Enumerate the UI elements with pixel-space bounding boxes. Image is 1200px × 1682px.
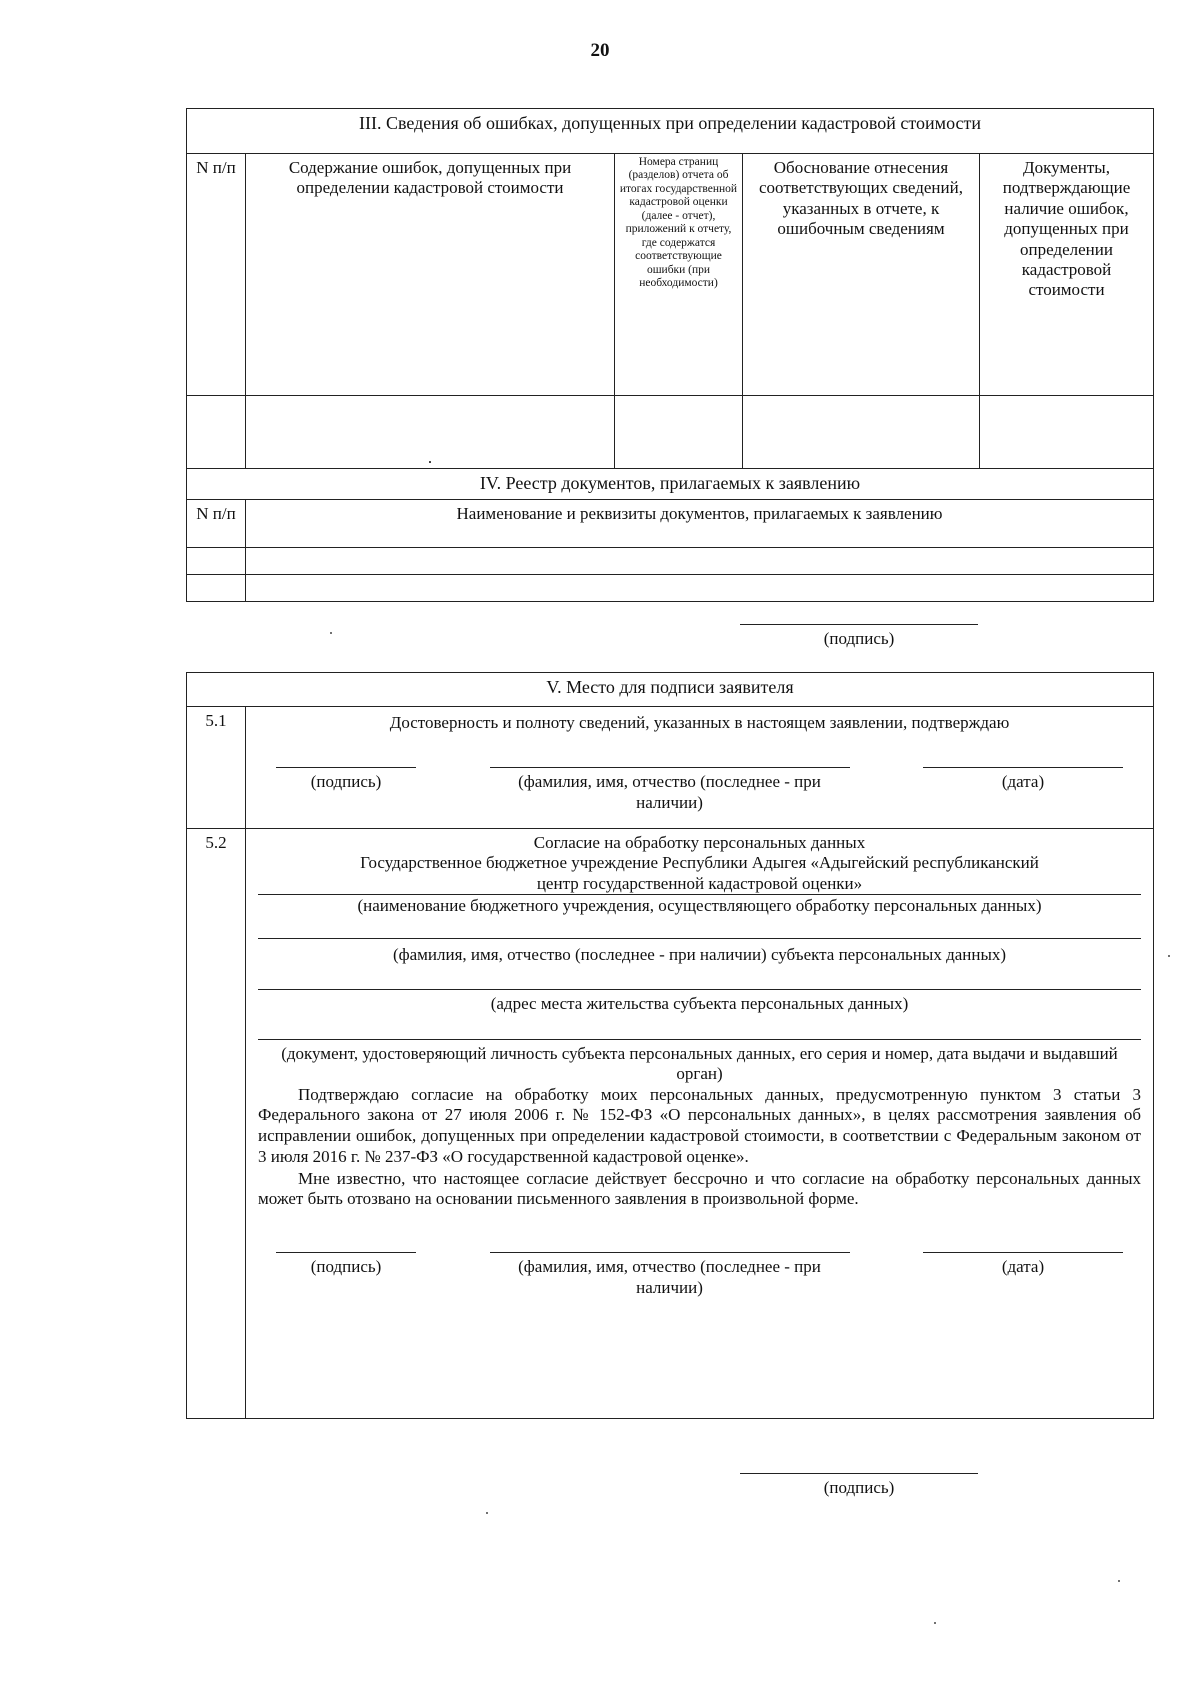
doc-col-header-name: Наименование и реквизиты документов, прилагаемых к заявлению	[246, 500, 1154, 548]
row-5-2-content	[246, 829, 1154, 1419]
fio-field[interactable]	[490, 1252, 850, 1298]
date-caption: (дата)	[1001, 772, 1045, 792]
row-number-5-2: 5.2	[187, 829, 246, 1419]
identity-document-caption: (документ, удостоверяющий личность субъекта персональных данных, его серия и номер, дата выдачи и выдавший орган)	[281, 1043, 1118, 1083]
applicant-signature-table	[186, 672, 1154, 1419]
signature-field[interactable]	[276, 1252, 416, 1277]
signature-caption: (подпись)	[310, 1257, 382, 1277]
errors-and-documents-table	[186, 108, 1154, 602]
signature-caption: (подпись)	[823, 1478, 895, 1497]
fio-field[interactable]	[490, 767, 850, 813]
section-3-title: III. Сведения об ошибках, допущенных при определении кадастровой стоимости	[187, 109, 1154, 154]
identity-document-field[interactable]	[258, 1015, 1141, 1040]
section-4-title: IV. Реестр документов, прилагаемых к заявлению	[187, 469, 1154, 500]
signature-block-bottom	[740, 1473, 978, 1498]
subject-caption: (фамилия, имя, отчество (последнее - при наличии) субъекта персональных данных)	[392, 944, 1007, 964]
stray-mark: .	[427, 447, 433, 467]
signature-caption: (подпись)	[310, 772, 382, 792]
consent-title: Согласие на обработку персональных данных	[533, 833, 866, 852]
scan-speck	[330, 632, 332, 634]
scan-speck	[934, 1622, 936, 1624]
signature-caption: (подпись)	[823, 629, 895, 648]
section-5-title: V. Место для подписи заявителя	[187, 673, 1154, 707]
signature-line[interactable]	[740, 624, 978, 625]
consent-paragraph: Подтверждаю согласие на обработку моих персональных данных, предусмотренную пунктом 3 статьи 3 Федерального закона от 27 июля 2006 г. № 152-ФЗ «О персональных данных», в целях рассмотрения заявления об исправлении ошибок, допущенных при определении кадастровой стоимости, в соответствии с Федеральным законом от 3 июля 2016 г. № 237-ФЗ «О государственной кадастровой оценке».	[258, 1084, 1141, 1166]
scan-speck	[1168, 955, 1170, 957]
row-number-5-1: 5.1	[187, 707, 246, 829]
accuracy-statement: Достоверность и полноту сведений, указанных в настоящем заявлении, подтверждаю	[389, 713, 1010, 732]
col-header-number: N п/п	[187, 154, 246, 396]
date-field[interactable]	[923, 1252, 1123, 1277]
signature-line[interactable]	[740, 1473, 978, 1474]
institution-caption: (наименование бюджетного учреждения, осуществляющего обработку персональных данных)	[357, 896, 1042, 916]
error-row-content-cell[interactable]	[246, 396, 615, 469]
address-field[interactable]	[258, 965, 1141, 990]
address-caption: (адрес места жительства субъекта персональных данных)	[490, 994, 909, 1014]
signature-field[interactable]	[276, 767, 416, 792]
col-header-justification: Обоснование отнесения соответствующих сведений, указанных в отчете, к ошибочным сведениям	[743, 154, 980, 396]
revocation-paragraph: Мне известно, что настоящее согласие действует бессрочно и что согласие на обработку персональных данных может быть отозвано на основании письменного заявления в произвольной форме.	[258, 1168, 1141, 1209]
date-field[interactable]	[923, 767, 1123, 792]
scan-speck	[1118, 1580, 1120, 1582]
scan-speck	[486, 1512, 488, 1514]
col-header-report-pages: Номера страниц (разделов) отчета об итогах государственной кадастровой оценки (далее - отчет), приложений к отчету, где содержатся соответствующие ошибки (при необходимости)	[615, 154, 743, 396]
date-caption: (дата)	[1001, 1257, 1045, 1277]
col-header-error-content: Содержание ошибок, допущенных при определении кадастровой стоимости	[246, 154, 615, 396]
signature-block-top	[740, 624, 978, 649]
doc-row-name-cell[interactable]	[246, 548, 1154, 575]
col-header-supporting-documents: Документы, подтверждающие наличие ошибок, допущенных при определении кадастровой стоимости	[980, 154, 1154, 396]
error-row-pages-cell[interactable]	[615, 396, 743, 469]
fio-caption: (фамилия, имя, отчество (последнее - при наличии)	[518, 772, 821, 812]
fio-caption: (фамилия, имя, отчество (последнее - при наличии)	[518, 1257, 821, 1297]
error-row-documents-cell[interactable]	[980, 396, 1154, 469]
error-row-number-cell[interactable]	[187, 396, 246, 469]
institution-name[interactable]: Государственное бюджетное учреждение Республики Адыгея «Адыгейский республиканский центр государственной кадастровой оценки»	[258, 853, 1141, 895]
doc-row-number-cell[interactable]	[187, 548, 246, 575]
doc-row-name-cell[interactable]	[246, 575, 1154, 602]
error-row-justification-cell[interactable]	[743, 396, 980, 469]
subject-name-field[interactable]	[258, 916, 1141, 939]
doc-col-header-number: N п/п	[187, 500, 246, 548]
row-5-1-content	[246, 707, 1154, 829]
doc-row-number-cell[interactable]	[187, 575, 246, 602]
page-number: 20	[590, 40, 610, 61]
